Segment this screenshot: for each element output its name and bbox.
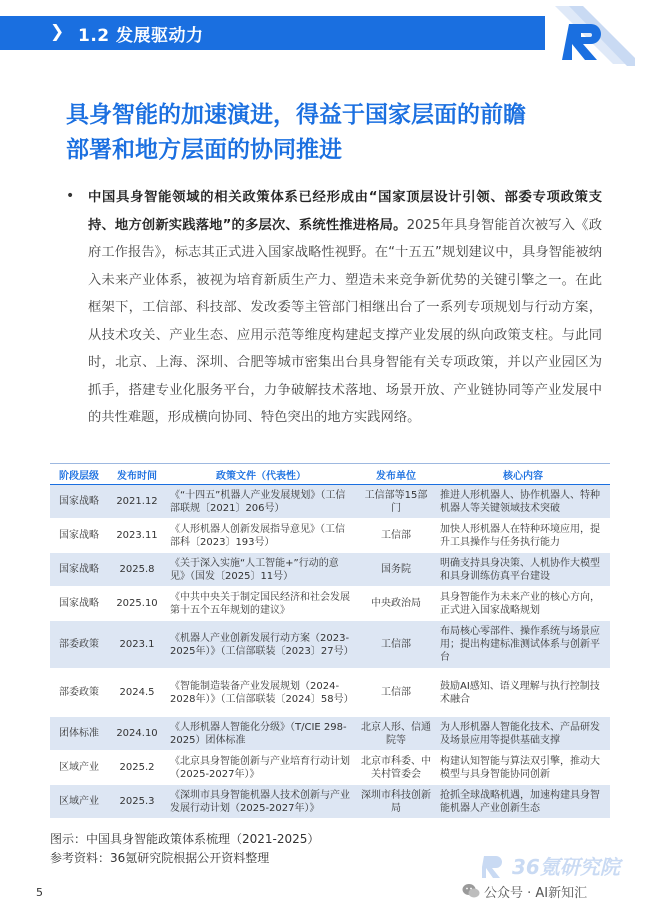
page-title	[66, 98, 606, 168]
body-bold-lead: 中国具身智能领域的相关政策体系已经形成由“国家顶层设计引领、部委专项政策支持、地方创新实践落地”的多层次、系统性推进格局。	[88, 190, 602, 233]
page-title-line-1: 具身智能的加速演进，得益于国家层面的前瞻	[66, 102, 526, 128]
cell-time: 2023.1	[108, 621, 166, 669]
table-row	[50, 553, 610, 587]
brand-r-logo-icon	[555, 6, 635, 66]
cell-doc: 《机器人产业创新发展行动方案（2023-2025年）》（工信部联装〔2023〕27号）	[166, 621, 356, 669]
cell-level: 国家战略	[50, 485, 108, 519]
table-row	[50, 587, 610, 621]
cell-org: 国务院	[356, 553, 436, 587]
cell-content: 鼓励AI感知、语义理解与执行控制技术融合	[436, 669, 610, 717]
table-row	[50, 485, 610, 519]
table-row	[50, 621, 610, 669]
table-header-cell: 阶段层级	[50, 464, 108, 485]
cell-doc: 《智能制造装备产业发展规划（2024-2028年）》（工信部联装〔2024〕58号）	[166, 669, 356, 717]
cell-org: 工信部	[356, 621, 436, 669]
cell-doc: 《中共中央关于制定国民经济和社会发展第十五个五年规划的建议》	[166, 587, 356, 621]
cell-level: 团体标准	[50, 717, 108, 751]
cell-org: 北京市科委、中关村管委会	[356, 751, 436, 785]
table-row	[50, 785, 610, 819]
watermark-text: 36氪研究院	[512, 855, 620, 879]
table-header-cell: 发布时间	[108, 464, 166, 485]
page-number: 5	[36, 886, 43, 899]
wechat-icon	[462, 883, 480, 899]
wechat-account-badge	[462, 880, 587, 902]
cell-content: 明确支持具身决策、人机协作大模型和具身训练仿真平台建设	[436, 553, 610, 587]
cell-time: 2025.10	[108, 587, 166, 621]
cell-time: 2021.12	[108, 485, 166, 519]
policy-table	[50, 463, 610, 819]
cell-doc: 《深圳市具身智能机器人技术创新与产业发展行动计划（2025-2027年）》	[166, 785, 356, 819]
table-row	[50, 717, 610, 751]
watermark-logo	[482, 852, 642, 880]
cell-time: 2025.2	[108, 751, 166, 785]
cell-doc: 《人形机器人创新发展指导意见》（工信部科〔2023〕193号）	[166, 519, 356, 553]
cell-time: 2023.11	[108, 519, 166, 553]
cell-level: 国家战略	[50, 587, 108, 621]
cell-time: 2024.5	[108, 669, 166, 717]
table-header-row	[50, 464, 610, 485]
source-note: 参考资料：36氪研究院根据公开资料整理	[50, 851, 270, 865]
body-paragraph	[88, 184, 602, 432]
cell-time: 2025.3	[108, 785, 166, 819]
cell-level: 部委政策	[50, 621, 108, 669]
cell-time: 2024.10	[108, 717, 166, 751]
cell-content: 布局核心零部件、操作系统与场景应用；提出构建标准测试体系与创新平台	[436, 621, 610, 669]
cell-doc: 《“十四五”机器人产业发展规划》（工信部联规〔2021〕206号）	[166, 485, 356, 519]
chevron-right-icon: ❯	[50, 22, 65, 42]
figure-caption: 图示：中国具身智能政策体系梳理（2021-2025）	[50, 832, 320, 846]
page-title-line-2: 部署和地方层面的协同推进	[66, 137, 342, 163]
table-header-cell: 政策文件（代表性）	[166, 464, 356, 485]
section-title: 1.2 发展驱动力	[78, 26, 204, 46]
cell-level: 部委政策	[50, 669, 108, 717]
cell-org: 工信部	[356, 669, 436, 717]
bullet-icon: •	[66, 188, 75, 204]
cell-doc: 《人形机器人智能化分级》（T/CIE 298-2025）团体标准	[166, 717, 356, 751]
table-row	[50, 751, 610, 785]
cell-doc: 《关于深入实施“人工智能+”行动的意见》（国发〔2025〕11号）	[166, 553, 356, 587]
cell-content: 为人形机器人智能化技术、产品研发及场景应用等提供基础支撑	[436, 717, 610, 751]
cell-content: 构建认知智能与算法双引擎，推动大模型与具身智能协同创新	[436, 751, 610, 785]
table-header-cell: 核心内容	[436, 464, 610, 485]
body-text: 2025年具身智能首次被写入《政府工作报告》，标志其正式进入国家战略性视野。在“十五五”规划建议中，具身智能被纳入未来产业体系，被视为培育新质生产力、塑造未来竞争新优势的关键引擎之一。在此框架下，工信部、科技部、发改委等主管部门相继出台了一系列专项规划与行动方案，从技术攻关、产业生态、应用示范等维度构建起支撑产业发展的纵向政策支柱。与此同时，北京、上海、深圳、合肥等城市密集出台具身智能有关专项政策，并以产业园区为抓手，搭建专业化服务平台，力争破解技术落地、场景开放、产业链协同等产业发展中的共性难题，形成横向协同、特色突出的地方实践网络。	[88, 217, 602, 425]
wechat-account-text: 公众号 · AI新知汇	[484, 885, 588, 901]
cell-content: 抢抓全球战略机遇，加速构建具身智能机器人产业创新生态	[436, 785, 610, 819]
cell-org: 深圳市科技创新局	[356, 785, 436, 819]
cell-org: 中央政治局	[356, 587, 436, 621]
cell-time: 2025.8	[108, 553, 166, 587]
cell-level: 国家战略	[50, 519, 108, 553]
table-header-cell: 发布单位	[356, 464, 436, 485]
cell-content: 具身智能作为未来产业的核心方向，正式进入国家战略规划	[436, 587, 610, 621]
cell-content: 加快人形机器人在特种环境应用，提升工具操作与任务执行能力	[436, 519, 610, 553]
cell-org: 工信部	[356, 519, 436, 553]
cell-level: 国家战略	[50, 553, 108, 587]
cell-level: 区域产业	[50, 785, 108, 819]
cell-level: 区域产业	[50, 751, 108, 785]
table-row	[50, 519, 610, 553]
cell-content: 推进人形机器人、协作机器人、特种机器人等关键领域技术突破	[436, 485, 610, 519]
cell-org: 北京人形、信通院等	[356, 717, 436, 751]
table-row	[50, 669, 610, 717]
cell-org: 工信部等15部门	[356, 485, 436, 519]
cell-doc: 《北京具身智能创新与产业培育行动计划（2025-2027年）》	[166, 751, 356, 785]
section-header-bar	[0, 16, 545, 50]
